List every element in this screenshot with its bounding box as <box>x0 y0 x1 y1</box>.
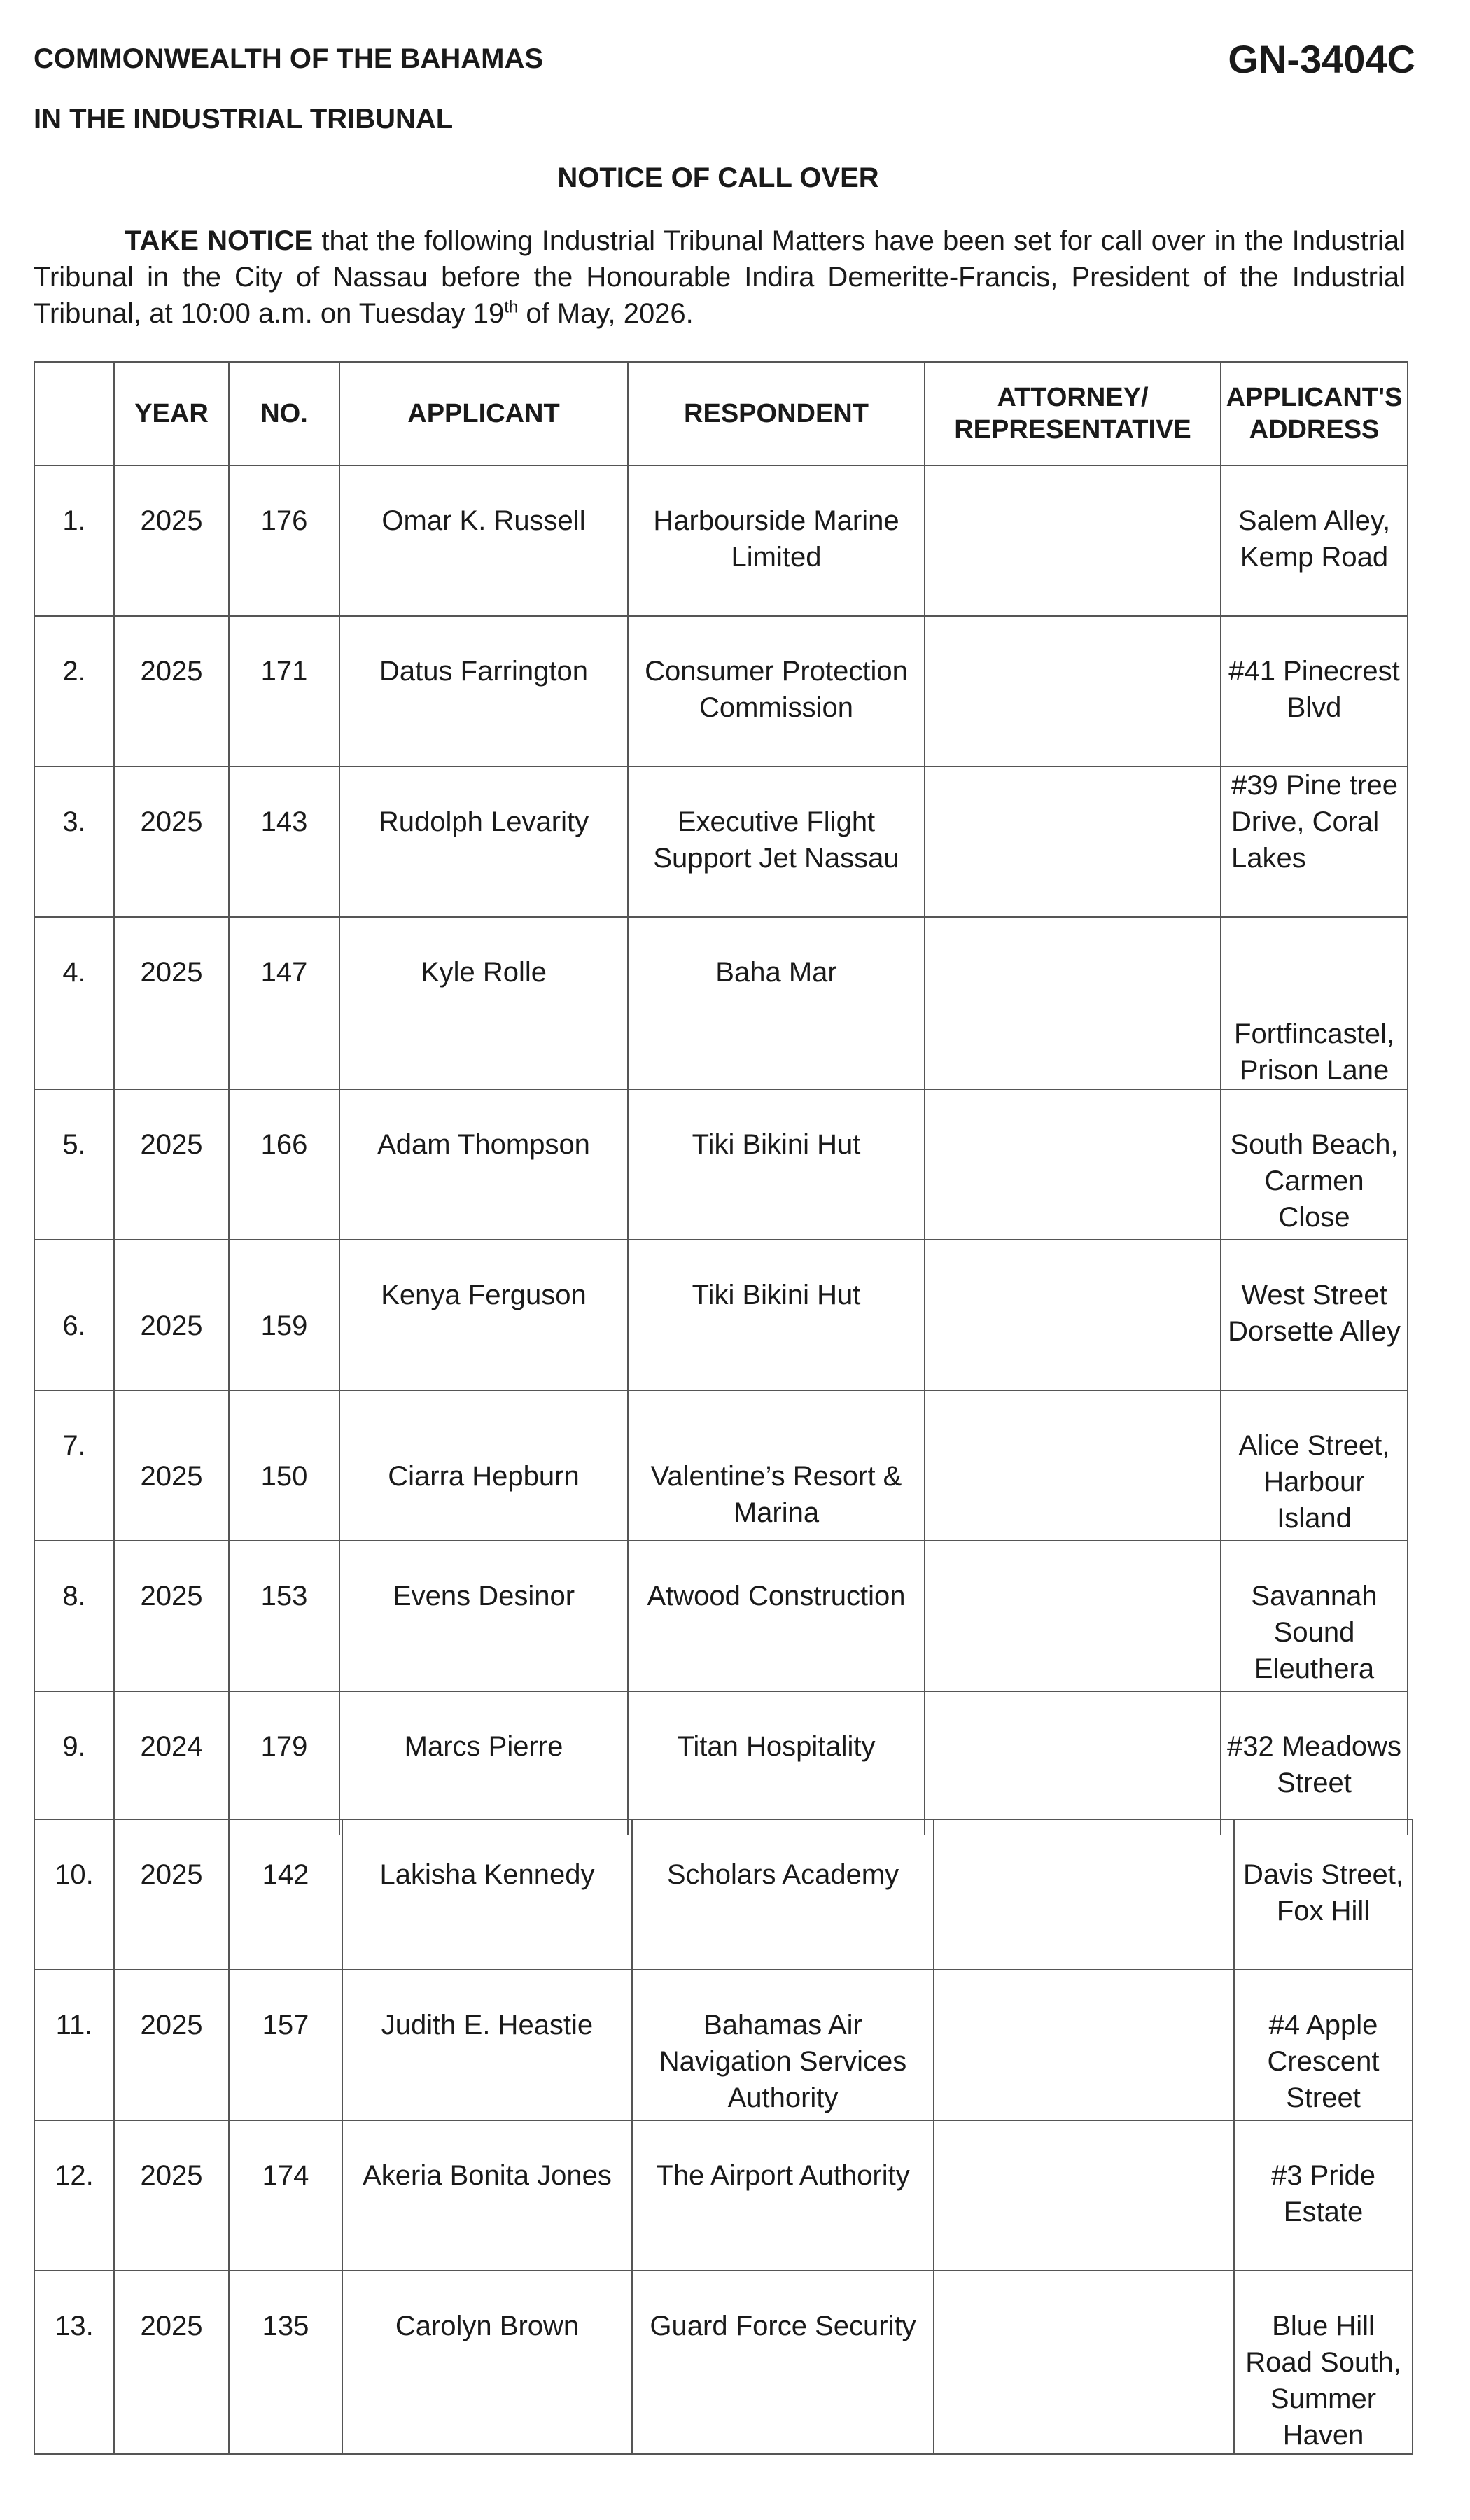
row-address: #3 Pride Estate <box>1271 2160 1376 2227</box>
row-respondent: Consumer Protection Commission <box>645 656 908 723</box>
call-over-table-continued <box>34 1819 1413 2455</box>
row-attorney <box>925 1541 1220 1578</box>
intro-text-end: of May, 2026. <box>518 298 694 329</box>
row-applicant: Kyle Rolle <box>420 957 547 988</box>
row-respondent: Baha Mar <box>715 957 837 988</box>
row-number: 8. <box>62 1581 86 1611</box>
row-respondent: Tiki Bikini Hut <box>692 1129 861 1160</box>
row-case-no: 174 <box>262 2160 309 2191</box>
row-case-no: 135 <box>262 2311 309 2342</box>
row-respondent: Guard Force Security <box>650 2311 916 2342</box>
col-header-number <box>34 362 114 465</box>
row-number: 13. <box>55 2311 94 2342</box>
row-attorney <box>925 1692 1220 1728</box>
row-applicant: Ciarra Hepburn <box>388 1461 580 1492</box>
row-address: South Beach, Carmen Close <box>1230 1129 1399 1233</box>
row-address: Savannah Sound Eleuthera <box>1251 1581 1378 1684</box>
table-header-row <box>34 362 1408 465</box>
row-address: West Street Dorsette Alley <box>1228 1280 1401 1347</box>
row-year: 2025 <box>140 1581 203 1611</box>
row-attorney <box>934 2272 1233 2308</box>
row-attorney <box>934 2121 1233 2157</box>
row-number: 1. <box>62 505 86 536</box>
row-case-no: 179 <box>260 1731 308 1762</box>
row-case-no: 171 <box>260 656 308 687</box>
row-year: 2024 <box>140 1731 203 1762</box>
row-number: 9. <box>62 1731 86 1762</box>
row-year: 2025 <box>140 2311 203 2342</box>
table-row <box>34 1691 1408 1835</box>
row-respondent: Harbourside Marine Limited <box>653 505 899 573</box>
row-respondent: Tiki Bikini Hut <box>692 1280 861 1310</box>
table-row <box>34 1541 1408 1691</box>
row-attorney <box>934 1820 1233 1856</box>
row-applicant: Adam Thompson <box>377 1129 590 1160</box>
row-number: 12. <box>55 2160 94 2191</box>
row-number: 6. <box>62 1310 86 1341</box>
row-year: 2025 <box>140 957 203 988</box>
row-respondent: Atwood Construction <box>647 1581 906 1611</box>
row-attorney <box>925 1240 1220 1277</box>
row-applicant: Marcs Pierre <box>404 1731 564 1762</box>
table-row <box>34 1240 1408 1390</box>
row-number: 7. <box>62 1430 86 1461</box>
row-respondent: The Airport Authority <box>656 2160 910 2191</box>
intro-ordinal-suffix: th <box>504 298 519 317</box>
row-case-no: 157 <box>262 2010 309 2040</box>
row-attorney <box>925 466 1220 503</box>
row-applicant: Datus Farrington <box>379 656 588 687</box>
row-year: 2025 <box>140 1461 203 1492</box>
row-number: 4. <box>62 957 86 988</box>
row-attorney <box>925 617 1220 653</box>
row-case-no: 176 <box>260 505 308 536</box>
call-over-table <box>34 361 1408 1835</box>
row-attorney <box>925 767 1220 804</box>
row-respondent: Titan Hospitality <box>677 1731 876 1762</box>
court-name: IN THE INDUSTRIAL TRIBUNAL <box>34 104 454 134</box>
intro-text: that the following Industrial Tribunal Matters have been set for call over in the Industrial Tribunal in the City of Nassau before the Honourable Indira Demeritte-Francis, President of the Industrial Tribunal, at 10:00 a.m. on Tuesday 19 <box>34 225 1406 329</box>
row-address: #4 Apple Crescent Street <box>1267 2010 1380 2113</box>
row-address: Alice Street, Harbour Island <box>1238 1430 1390 1534</box>
row-year: 2025 <box>140 1129 203 1160</box>
row-attorney <box>925 1391 1220 1427</box>
intro-paragraph <box>34 223 1406 332</box>
row-year: 2025 <box>140 505 203 536</box>
court-jurisdiction: COMMONWEALTH OF THE BAHAMAS <box>34 43 544 74</box>
notice-title: NOTICE OF CALL OVER <box>557 162 879 193</box>
row-year: 2025 <box>140 2160 203 2191</box>
row-applicant: Judith E. Heastie <box>381 2010 594 2040</box>
row-year: 2025 <box>140 656 203 687</box>
row-number: 11. <box>55 2010 93 2040</box>
row-case-no: 150 <box>260 1461 308 1492</box>
col-header-no: NO. <box>229 362 340 465</box>
row-applicant: Rudolph Levarity <box>378 806 589 837</box>
col-header-address: APPLICANT'S ADDRESS <box>1221 362 1408 465</box>
row-year: 2025 <box>140 2010 203 2040</box>
table-row <box>34 616 1408 766</box>
table-row <box>34 465 1408 616</box>
row-applicant: Omar K. Russell <box>382 505 586 536</box>
row-applicant: Kenya Ferguson <box>381 1280 587 1310</box>
row-attorney <box>925 1090 1220 1126</box>
row-applicant: Akeria Bonita Jones <box>363 2160 612 2191</box>
row-number: 2. <box>62 656 86 687</box>
row-year: 2025 <box>140 806 203 837</box>
table-row <box>34 1819 1413 1970</box>
row-address: Blue Hill Road South, Summer Haven <box>1245 2311 1401 2451</box>
table-row <box>34 917 1408 1089</box>
table-row <box>34 1970 1413 2120</box>
row-respondent: Bahamas Air Navigation Services Authority <box>659 2010 907 2113</box>
row-applicant: Carolyn Brown <box>395 2311 580 2342</box>
intro-lead: TAKE NOTICE <box>125 225 314 256</box>
col-header-respondent: RESPONDENT <box>628 362 925 465</box>
row-address: #39 Pine tree Drive, Coral Lakes <box>1231 770 1398 874</box>
row-applicant: Evens Desinor <box>392 1581 575 1611</box>
row-address: Davis Street, Fox Hill <box>1243 1859 1404 1926</box>
table-row <box>34 2120 1413 2271</box>
row-number: 3. <box>62 806 86 837</box>
row-case-no: 153 <box>260 1581 308 1611</box>
table-row <box>34 1390 1408 1541</box>
table-row <box>34 2271 1413 2454</box>
col-header-applicant: APPLICANT <box>340 362 628 465</box>
row-respondent: Executive Flight Support Jet Nassau <box>653 806 899 874</box>
col-header-year: YEAR <box>114 362 229 465</box>
row-applicant: Lakisha Kennedy <box>379 1859 595 1890</box>
row-year: 2025 <box>140 1310 203 1341</box>
row-number: 10. <box>55 1859 94 1890</box>
row-attorney <box>925 918 1220 954</box>
col-header-attorney: ATTORNEY/ REPRESENTATIVE <box>925 362 1221 465</box>
row-case-no: 143 <box>260 806 308 837</box>
row-number: 5. <box>62 1129 86 1160</box>
row-address: Fortfincastel, Prison Lane <box>1234 1018 1394 1086</box>
row-address: Salem Alley, Kemp Road <box>1238 505 1391 573</box>
row-case-no: 147 <box>260 957 308 988</box>
row-attorney <box>934 1970 1233 2007</box>
table-row <box>34 1089 1408 1240</box>
row-case-no: 159 <box>260 1310 308 1341</box>
row-year: 2025 <box>140 1859 203 1890</box>
row-case-no: 142 <box>262 1859 309 1890</box>
row-address: #32 Meadows Street <box>1226 1731 1402 1798</box>
row-respondent: Scholars Academy <box>666 1859 899 1890</box>
table-row <box>34 766 1408 917</box>
gazette-notice-number: GN-3404C <box>1228 37 1415 81</box>
row-address: #41 Pinecrest Blvd <box>1228 656 1400 723</box>
row-respondent: Valentine’s Resort & Marina <box>650 1461 902 1528</box>
row-case-no: 166 <box>260 1129 308 1160</box>
